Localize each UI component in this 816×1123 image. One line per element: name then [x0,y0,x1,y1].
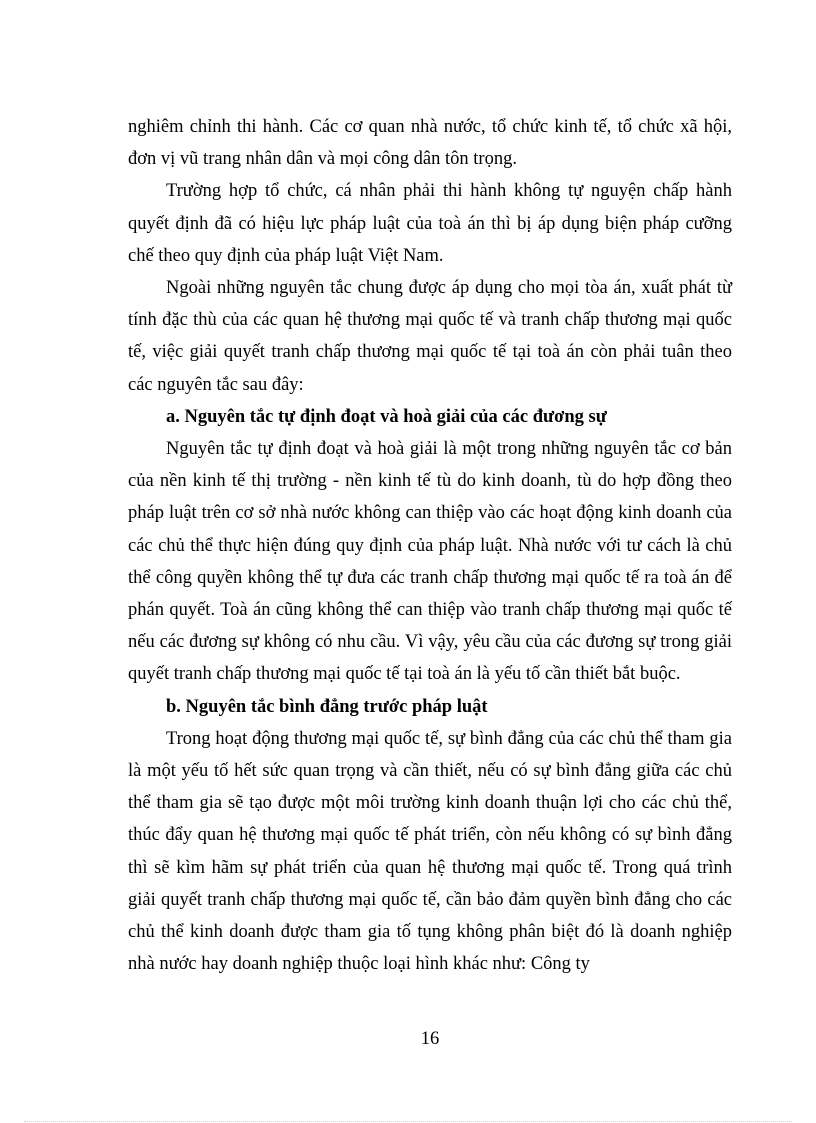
paragraph-enforcement: Trường hợp tổ chức, cá nhân phải thi hành không tự nguyện chấp hành quyết định đã có hiệu lực pháp luật của toà án thì bị áp dụng biện pháp cưỡng chế theo quy định của pháp luật Việt Nam. [128,181,732,266]
heading-principle-b: b. Nguyên tắc bình đẳng trước pháp luật [166,696,488,717]
page-number: 16 [420,1029,440,1049]
paragraph-principle-a: Nguyên tắc tự định đoạt và hoà giải là một trong những nguyên tắc cơ bản của nền kinh tế thị trường - nền kinh tế tù do kinh doanh, tù do hợp đồng theo pháp luật trên cơ sở nhà nước không can thiệp vào các hoạt động kinh doanh của các chủ thể thực hiện đúng quy định của pháp luật. Nhà nước với tư cách là chủ thể công quyền không thể tự đưa các tranh chấp thương mại quốc tế ra toà án để phán quyết. Toà án cũng không thể can thiệp vào tranh chấp thương mại quốc tế nếu các đương sự không có nhu cầu. Vì vậy, yêu cầu của các đương sự trong giải quyết tranh chấp thương mại quốc tế tại toà án là yếu tố cần thiết bắt buộc. [128,439,732,685]
page-bottom-divider [24,1121,792,1122]
paragraph-continuation: nghiêm chỉnh thi hành. Các cơ quan nhà nước, tổ chức kinh tế, tổ chức xã hội, đơn vị vũ trang nhân dân và mọi công dân tôn trọng. [128,117,732,170]
paragraph-principle-b: Trong hoạt động thương mại quốc tế, sự bình đẳng của các chủ thể tham gia là một yếu tố hết sức quan trọng và cần thiết, nếu có sự bình đẳng giữa các chủ thể tham gia sẽ tạo được một môi trường kinh doanh thuận lợi cho các chủ thể, thúc đẩy quan hệ thương mại quốc tế phát triển, còn nếu không có sự bình đẳng thì sẽ kìm hãm sự phát triển của quan hệ thương mại quốc tế. Trong quá trình giải quyết tranh chấp thương mại quốc tế, cần bảo đảm quyền bình đẳng cho các chủ thể kinh doanh được tham gia tố tụng không phân biệt đó là doanh nghiệp nhà nước hay doanh nghiệp thuộc loại hình khác như: Công ty [128,728,732,975]
heading-principle-a: a. Nguyên tắc tự định đoạt và hoà giải của các đương sự [166,406,607,427]
paragraph-principles-intro: Ngoài những nguyên tắc chung được áp dụng cho mọi tòa án, xuất phát từ tính đặc thù của các quan hệ thương mại quốc tế và tranh chấp thương mại quốc tế, việc giải quyết tranh chấp thương mại quốc tế tại toà án còn phải tuân theo các nguyên tắc sau đây: [128,278,732,395]
document-body [128,111,732,980]
